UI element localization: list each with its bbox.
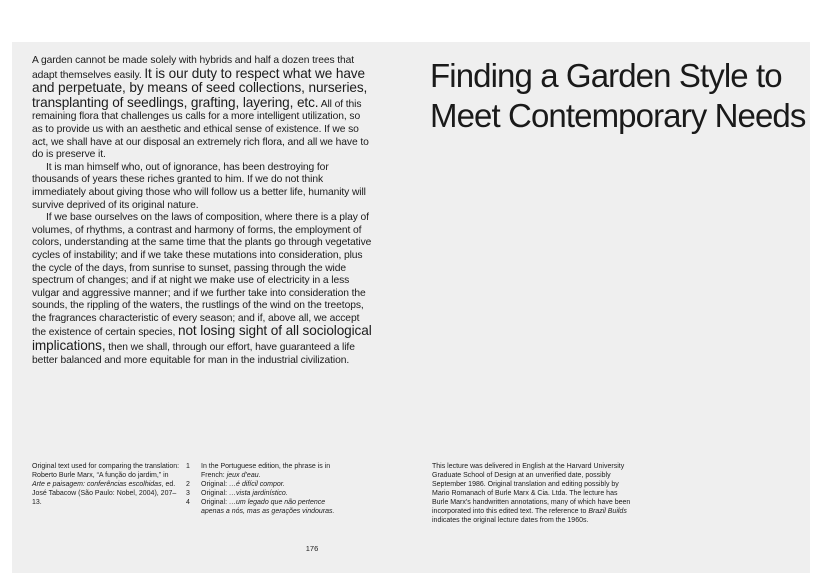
page-number: 176 [305,544,319,553]
body-text [32,55,372,367]
paragraph-2: It is man himself who, out of ignorance, has been destroying for thousands of years these riches granted to him. If we do not think immediately about giving those who will follow us a better life, humanity will survive deprived of its original nature. [32,161,366,211]
endnote: 2 Original: …é difícil compor. [186,481,285,488]
endnote: 4 Original: …um legado que não pertence apenas a nós, mas as gerações vindouras. [186,499,335,515]
endnote: 1 In the Portuguese edition, the phrase is in French: jeux d’eau. [186,463,331,479]
emphasized-text: It is our duty to respect what we have and perpetuate, by means of seed collections, nurseries, transplanting of seedlings, grafting, layering, etc. [32,65,368,110]
paragraph-3: If we base ourselves on the laws of composition, where there is a play of volumes, of rhythms, a contrast and harmony of forms, the employment of colors, understanding at the same time that the plants go through vegetative cycles of instability; and if we take these mutations into consideration, plus the cycle of the days, from sunrise to sunset, passing through the wide spectrum of changes; and if at night we make use of electricity in a less vulgar and aggressive manner; and if we further take into consideration the sounds, the rippling of the waters, the rustlings of the wind on the treetops, the fragrances characteristic of every season; and if, above all, we accept the existence of certain species, not losing sight of all sociological implications, then we shall, through our effort, have guaranteed a life better balanced and more equitable for man in the industrial civilization. [32,212,372,366]
chapter-title: Finding a Garden Style to Meet Contemporary Needs [430,57,806,134]
paragraph-1: A garden cannot be made solely with hybrids and half a dozen trees that adapt themselves easily. It is our duty to respect what we have and perpetuate, by means of seed collections, nurseries, transplanting of seedlings, grafting, layering, etc. All of this remaining flora that challenges us calls for a more intelligent utilization, so as to provide us with an aesthetic and ethical sense of existence. If we so act, we shall have at our disposal an extremely rich flora, and all we have to do is preserve it. [32,55,369,161]
endnotes [186,462,336,516]
source-note: Original text used for comparing the translation: Roberto Burle Marx, “A função do jardim,” in Arte e paisagem: conferências escolhidas, ed. José Tabacow (São Paulo: Nobel, 2004), 207–13. [32,463,180,506]
lecture-credit: This lecture was delivered in English at the Harvard University Graduate School of Design at an unverified date, possibly September 1986. Original translation and editing possibly by Mario Romanach of Burle Marx & Cia. Ltda. The lecture has Burle Marx’s handwritten annotations, many of which have been incorporated into this edited text. The reference to Brazil Builds indicates the original lecture dates from the 1960s. [432,463,631,524]
emphasized-text: not losing sight of all sociological implications, [32,323,372,354]
endnote: 3 Original: …vista jardinístico. [186,490,288,497]
